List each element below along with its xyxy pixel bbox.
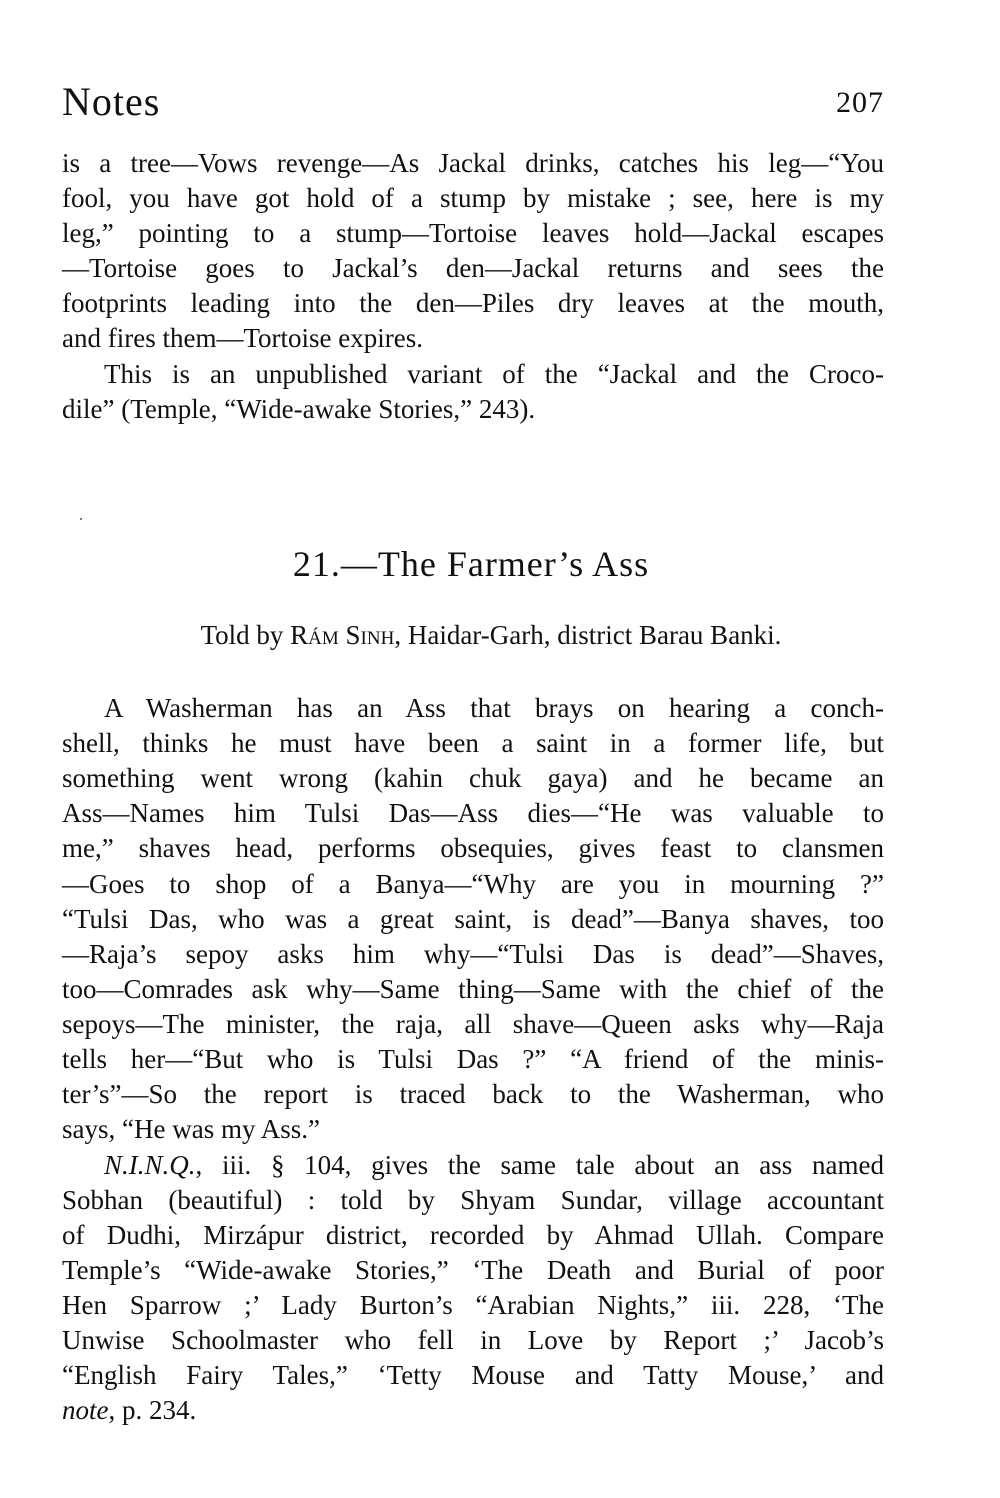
journal-reference: N.I.N.Q.	[104, 1150, 196, 1180]
section-title: 21.—The Farmer’s Ass	[292, 544, 650, 584]
text-line: leg,” pointing to a stump—Tortoise leaves hold—Jackal escapes	[62, 218, 884, 248]
note-reference: note	[62, 1395, 109, 1425]
text-line: too—Comrades ask why—Same thing—Same with the chief of the	[62, 974, 884, 1004]
text-line: something went wrong (kahin chuk gaya) and he became an	[62, 763, 884, 793]
running-title: Notes	[62, 79, 161, 124]
text-line: This is an unpublished variant of the “Jackal and the Croco-	[104, 359, 884, 389]
text-line: is a tree—Vows revenge—As Jackal drinks, catches his leg—“You	[62, 148, 884, 178]
page-number: 207	[836, 86, 884, 119]
text-line: —Raja’s sepoy asks him why—“Tulsi Das is dead”—Shaves,	[62, 939, 884, 969]
text-line	[104, 1148, 884, 1183]
text-line: of Dudhi, Mirzápur district, recorded by Ahmad Ullah. Compare	[62, 1220, 884, 1250]
text-line: footprints leading into the den—Piles dry leaves at the mouth,	[62, 288, 884, 318]
text-line: dile” (Temple, “Wide-awake Stories,” 243).	[62, 394, 536, 424]
running-head	[62, 78, 884, 128]
text-span: , p. 234.	[108, 1395, 197, 1425]
attribution	[58, 620, 884, 651]
text-line: Unwise Schoolmaster who fell in Love by Report ;’ Jacob’s	[62, 1325, 884, 1355]
text-line: tells her—“But who is Tulsi Das ?” “A friend of the minis-	[62, 1044, 884, 1074]
attribution-prefix: Told by	[200, 620, 291, 650]
text-line: ter’s”—So the report is traced back to the Washerman, who	[62, 1079, 884, 1109]
text-line: shell, thinks he must have been a saint in a former life, but	[62, 728, 884, 758]
text-line: and fires them—Tortoise expires.	[62, 323, 424, 353]
text-line: A Washerman has an Ass that brays on hearing a conch-	[104, 693, 884, 723]
text-line: me,” shaves head, performs obsequies, gives feast to clansmen	[62, 833, 884, 863]
text-span: , iii. § 104, gives the same tale about an ass named	[195, 1150, 884, 1180]
book-page	[58, 0, 884, 1498]
teller-name: Rám Sinh	[290, 620, 395, 650]
text-line	[62, 1393, 884, 1428]
text-line: Temple’s “Wide-awake Stories,” ‘The Death and Burial of poor	[62, 1255, 884, 1285]
text-line: “English Fairy Tales,” ‘Tetty Mouse and Tatty Mouse,’ and	[62, 1360, 884, 1390]
text-line: —Goes to shop of a Banya—“Why are you in mourning ?”	[62, 869, 884, 899]
text-line: —Tortoise goes to Jackal’s den—Jackal returns and sees the	[62, 253, 884, 283]
print-speck	[80, 518, 82, 520]
text-line: Ass—Names him Tulsi Das—Ass dies—“He was valuable to	[62, 798, 884, 828]
attribution-suffix: , Haidar-Garh, district Barau Banki.	[394, 620, 782, 650]
text-line: fool, you have got hold of a stump by mistake ; see, here is my	[62, 183, 884, 213]
text-line: Hen Sparrow ;’ Lady Burton’s “Arabian Nights,” iii. 228, ‘The	[62, 1290, 884, 1320]
text-line: sepoys—The minister, the raja, all shave—Queen asks why—Raja	[62, 1009, 884, 1039]
text-line: “Tulsi Das, who was a great saint, is dead”—Banya shaves, too	[62, 904, 884, 934]
text-line: says, “He was my Ass.”	[62, 1114, 320, 1144]
text-line: Sobhan (beautiful) : told by Shyam Sundar, village accountant	[62, 1185, 884, 1215]
